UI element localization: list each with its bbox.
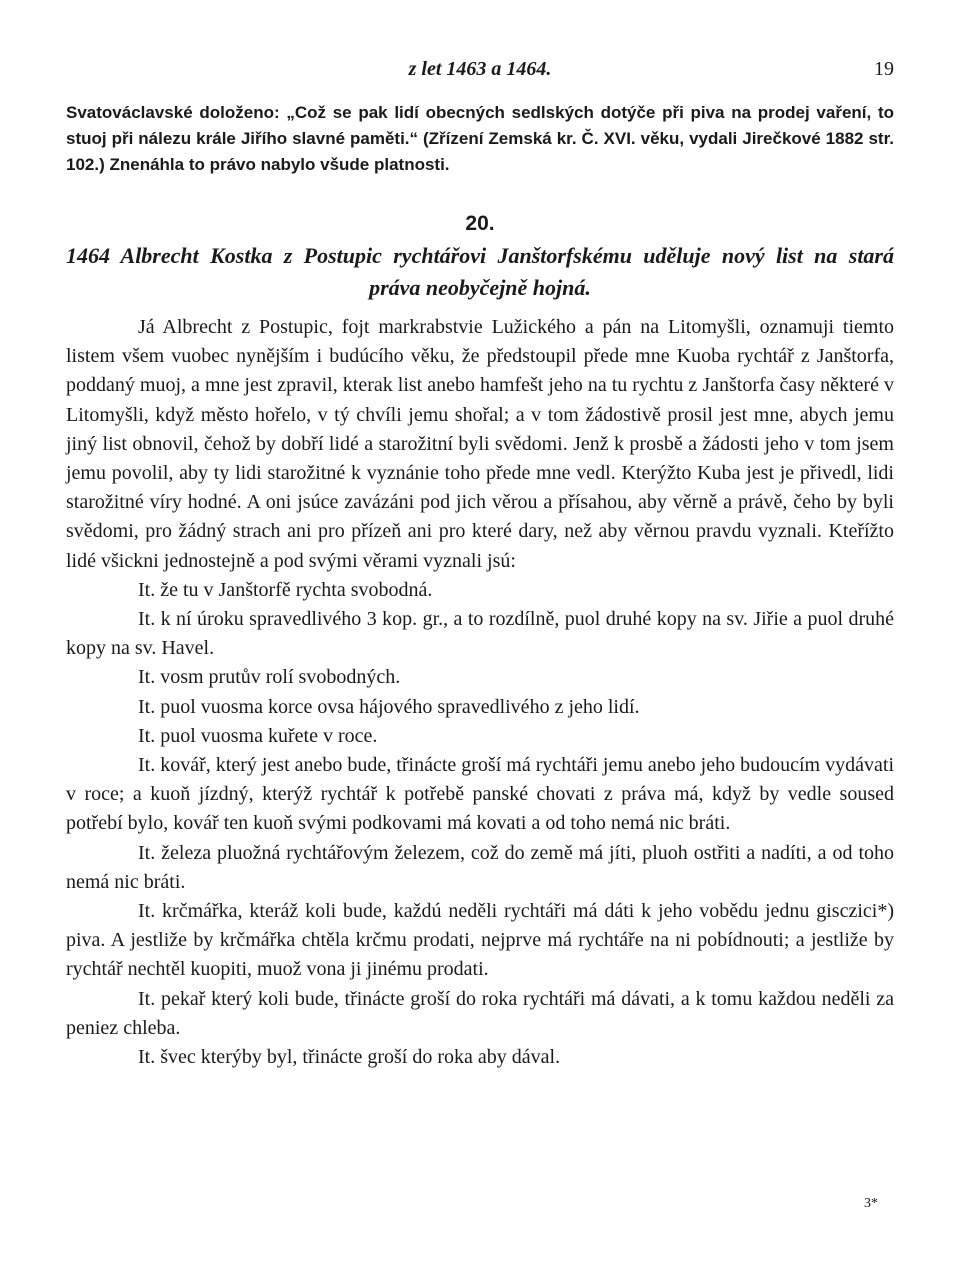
paragraph-item: It. železa pluožná rychtářovým železem, což do země má jíti, pluoh ostřiti a nadíti, a od toho nemá nic bráti.	[66, 841, 894, 893]
paragraph-item: It. švec kterýby byl, třinácte groší do roka aby dával.	[138, 1046, 561, 1069]
paragraph-item: It. vosm prutův rolí svobodných.	[138, 666, 401, 689]
paragraph-intro: Já Albrecht z Postupic, fojt markrabstvie Lužického a pán na Litomyšli, oznamuji tiemto listem všem vuobec nynějším i budúcího věku, že předstoupil přede mne Kuoba rychtář z Janštorfa, poddaný muoj, a mne jest zpravil, kterak list anebo hamfešt jeho na tu rychtu z Janštorfa časy některé v Litomyšli, když město hořelo, v tý chvíli jemu shořal; a v tom žádostivě prosil jest mne, abych jemu jiný list obnovil, čehož by dobří lidé a starožitní byli svědomi. Jenž k prosbě a žádosti jeho v tom jsem jemu povolil, aby ty lidi starožitné k vyznánie toho přede mne vedl. Kterýžto Kuba jest je přivedl, lidi starožitné víry hodné. A oni jsúce zavázáni pod jich věrou a přísahou, aby věrně a právě, čeho by byli svědomi, pro žádný strach ani pro přízeň ani pro které dary, než aby věrnou pravdu vyznali. Kteřížto lidé všickni jednostejně a pod svými věrami vyznali jsú:	[66, 316, 894, 572]
document-title	[66, 240, 894, 304]
signature-mark: 3*	[864, 1196, 878, 1211]
paragraph-item: It. že tu v Janštorfě rychta svobodná.	[138, 578, 433, 601]
running-head	[66, 58, 894, 84]
document-title-line-2: práva neobyčejně hojná.	[369, 275, 591, 300]
paragraph-item: It. k ní úroku spravedlivého 3 kop. gr., a to rozdílně, puol druhé kopy na sv. Jiřie a puol druhé kopy na sv. Havel.	[66, 608, 894, 660]
running-title: z let 1463 a 1464.	[408, 58, 552, 80]
section-number: 20.	[465, 212, 495, 235]
paragraph-item: It. kovář, který jest anebo bude, třinácte groší má rychtáři jemu anebo jeho budoucím vydávati v roce; a kuoň jízdný, kterýž rychtář k potřebě panské chovati z práva má, když by vedle soused potřebí bylo, kovář ten kuoň svými podkovami má kovati a od toho nemá nic bráti.	[66, 754, 894, 835]
charter-text	[66, 313, 894, 1072]
paragraph-item: It. puol vuosma kuřete v roce.	[138, 724, 378, 747]
paragraph-item: It. krčmářka, kteráž koli bude, každú neděli rychtáři má dáti k jeho vobědu jednu gisczici*) piva. A jestliže by krčmářka chtěla krčmu prodati, nejprve má rychtáře na ni pobídnouti; a jestliže by rychtář nechtěl kuopiti, muož vona ji jinému prodati.	[66, 900, 894, 981]
page-number: 19	[874, 58, 894, 80]
document-title-line-1: 1464 Albrecht Kostka z Postupic rychtářovi Janštorfskému uděluje nový list na stará	[66, 243, 894, 268]
paragraph-item: It. pekař který koli bude, třinácte groší do roka rychtáři má dávati, a k tomu každou neděli za peniez chleba.	[66, 987, 894, 1039]
continued-note: Svatováclavské doloženo: „Což se pak lidí obecných sedlských dotýče při piva na prodej vaření, to stuoj při nálezu krále Jiřího slavné paměti.“ (Zřízení Zemská kr. Č. XVI. věku, vydali Jirečkové 1882 str. 102.) Znenáhla to právo nabylo všude platnosti.	[66, 103, 894, 174]
paragraph-item: It. puol vuosma korce ovsa hájového spravedlivého z jeho lidí.	[138, 695, 640, 718]
